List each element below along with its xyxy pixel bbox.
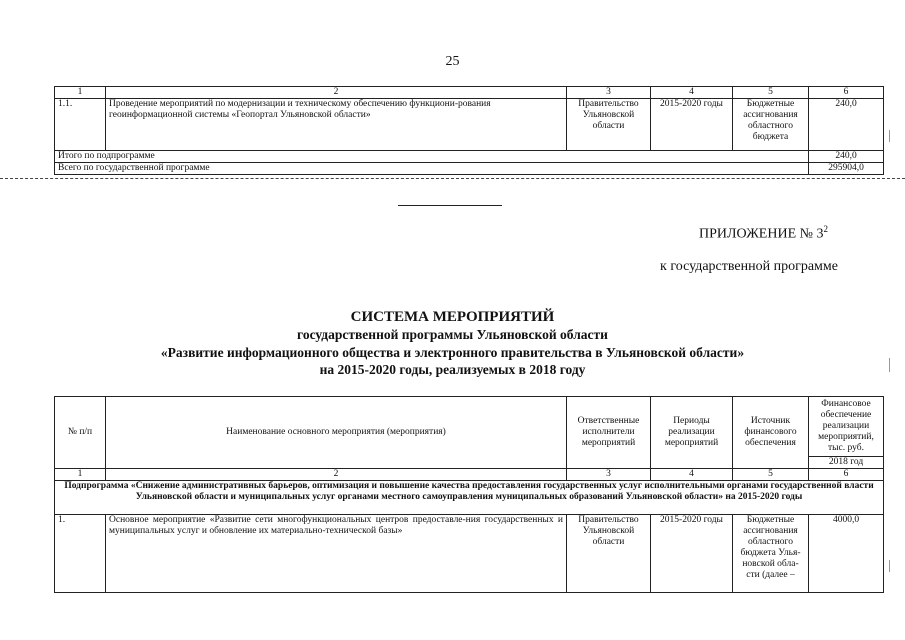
total-value: 295904,0 [809, 163, 884, 175]
col-number-5: 5 [733, 469, 809, 481]
top-table-header-row [55, 87, 884, 99]
col-number-1: 1 [55, 469, 106, 481]
col-number-1: 1 [55, 87, 106, 99]
table-row [55, 99, 884, 151]
col-number-4: 4 [651, 469, 733, 481]
row-source: Бюджетные ассигнования областного бюджета [733, 99, 809, 151]
total-label: Всего по государственной программе [55, 163, 809, 175]
appendix-subtitle: к государственной программе [660, 259, 838, 274]
col-number-2: 2 [106, 87, 567, 99]
subtotal-row [55, 151, 884, 163]
appendix-label-text: ПРИЛОЖЕНИЕ № 3 [699, 226, 824, 242]
col-number-2: 2 [106, 469, 567, 481]
row-number: 1.1. [55, 99, 106, 151]
col-number-3: 3 [567, 469, 651, 481]
document-title-line3: «Развитие информационного общества и электронного правительства в Ульяновской области» [160, 345, 745, 360]
row-number: 1. [55, 515, 106, 593]
row-period: 2015-2020 годы [651, 99, 733, 151]
document-title-line2: государственной программы Ульяновской области [297, 327, 608, 342]
header-year: 2018 год [809, 457, 884, 469]
row-amount: 4000,0 [809, 515, 884, 593]
subtotal-label: Итого по подпрограмме [55, 151, 809, 163]
subprogram-row [55, 481, 884, 515]
header-executor: Ответственные исполнители мероприятий [567, 397, 651, 469]
appendix-label [600, 224, 828, 243]
col-number-6: 6 [809, 87, 884, 99]
separator-line [398, 205, 502, 206]
main-table [54, 396, 884, 593]
top-table [54, 86, 884, 175]
row-period: 2015-2020 годы [651, 515, 733, 593]
header-period: Периоды реализации мероприятий [651, 397, 733, 469]
col-number-4: 4 [651, 87, 733, 99]
main-table-colnum-row [55, 469, 884, 481]
row-amount: 240,0 [809, 99, 884, 151]
document-title: СИСТЕМА МЕРОПРИЯТИЙ [350, 309, 555, 325]
header-source: Источник финансового обеспечения [733, 397, 809, 469]
document-title-line4: на 2015-2020 годы, реализуемых в 2018 году [319, 362, 586, 377]
subtotal-value: 240,0 [809, 151, 884, 163]
row-executor: Правительство Ульяновской области [567, 99, 651, 151]
page-number: 25 [445, 54, 460, 69]
main-table-header-row [55, 397, 884, 457]
col-number-6: 6 [809, 469, 884, 481]
col-number-3: 3 [567, 87, 651, 99]
scan-mark [889, 130, 890, 142]
col-number-5: 5 [733, 87, 809, 99]
scan-mark [889, 358, 890, 372]
header-number: № п/п [55, 397, 106, 469]
row-executor: Правительство Ульяновской области [567, 515, 651, 593]
row-source: Бюджетные ассигнования областного бюджета Улья-новской обла-сти (далее – [733, 515, 809, 593]
header-finance: Финансовое обеспечение реализации мероприятий, тыс. руб. [809, 397, 884, 457]
row-name: Проведение мероприятий по модернизации и техническому обеспечению функциони-рования геоинформационной системы «Геопортал Ульяновской области» [106, 99, 567, 151]
subprogram-title: Подпрограмма «Снижение административных барьеров, оптимизация и повышение качества предоставления государственных услуг исполнительными органами государственной власти Ульяновской области и муниципальных услуг органами местного самоуправления муниципальных образований Ульяновской области» на 2015-2020 годы [55, 481, 884, 515]
scan-mark [889, 560, 890, 572]
row-name: Основное мероприятие «Развитие сети многофункциональных центров предоставле-ния государственных и муниципальных услуг и обновление их материально-технической базы» [106, 515, 567, 593]
appendix-superscript: 2 [823, 224, 828, 234]
table-row [55, 515, 884, 593]
header-name: Наименование основного мероприятия (мероприятия) [106, 397, 567, 469]
total-row [55, 163, 884, 175]
cut-line [0, 178, 905, 179]
